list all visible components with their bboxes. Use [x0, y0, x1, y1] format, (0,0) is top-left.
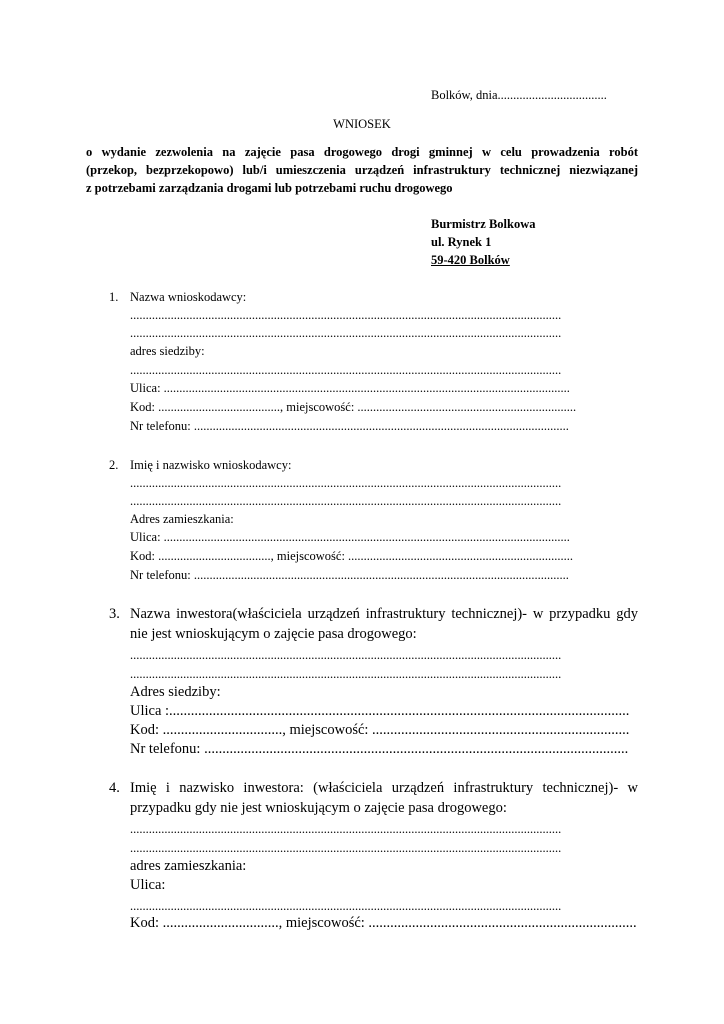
document-title: WNIOSEK — [333, 117, 391, 131]
section-2-address-label: Adres zamieszkania: — [130, 512, 234, 526]
section-1-phone[interactable]: Nr telefonu: ........................................................................................................................ — [130, 419, 569, 433]
section-3-heading-line-2: nie jest wnioskującym o zajęcie pasa drogowego: — [130, 626, 417, 642]
section-1-line-3[interactable]: .......................................................................................................................................... — [130, 363, 562, 377]
section-1-heading: Nazwa wnioskodawcy: — [130, 290, 247, 304]
section-3-line-1[interactable]: .......................................................................................................................................... — [130, 648, 562, 662]
section-3-street[interactable]: Ulica :............................................................................................................................... — [130, 703, 630, 719]
section-1-number: 1. — [109, 290, 119, 304]
section-3-postcode[interactable]: Kod: ................................., miejscowość: ....................................................................... — [130, 722, 630, 738]
section-1-street[interactable]: Ulica: .................................................................................................................................. — [130, 381, 570, 395]
section-3-heading-line-1: Nazwa inwestora(właściciela urządzeń infrastruktury technicznej)- w przypadku gdy — [130, 606, 638, 622]
section-4-postcode[interactable]: Kod: ................................, miejscowość: .......................................................................... — [130, 915, 637, 931]
subject-line-1: o wydanie zezwolenia na zajęcie pasa drogowego drogi gminnej w celu prowadzenia robót — [86, 145, 638, 159]
section-1-address-label: adres siedziby: — [130, 344, 205, 358]
place-and-date: Bolków, dnia................................... — [431, 88, 607, 102]
section-2-number: 2. — [109, 458, 119, 472]
section-2-postcode[interactable]: Kod: ...................................., miejscowość: ........................................................................ — [130, 549, 574, 563]
section-3-number: 3. — [109, 606, 120, 622]
section-1-line-1[interactable]: .......................................................................................................................................... — [130, 308, 562, 322]
section-2-heading: Imię i nazwisko wnioskodawcy: — [130, 458, 292, 472]
section-2-line-1[interactable]: .......................................................................................................................................... — [130, 476, 562, 490]
section-4-heading-line-1: Imię i nazwisko inwestora: (właściciela urządzeń infrastruktury technicznej)- w — [130, 780, 638, 796]
section-2-street[interactable]: Ulica: .................................................................................................................................. — [130, 530, 570, 544]
section-3-address-label: Adres siedziby: — [130, 684, 221, 700]
subject-line-3: z potrzebami zarządzania drogami lub potrzebami ruchu drogowego — [86, 181, 453, 195]
section-4-heading-line-2: przypadku gdy nie jest wnioskującym o zajęcie pasa drogowego: — [130, 800, 507, 816]
application-subject — [86, 143, 638, 197]
section-1-line-2[interactable]: .......................................................................................................................................... — [130, 326, 562, 340]
section-2-line-2[interactable]: .......................................................................................................................................... — [130, 494, 562, 508]
section-2-phone[interactable]: Nr telefonu: ........................................................................................................................ — [130, 568, 569, 582]
section-4-line-1[interactable]: .......................................................................................................................................... — [130, 822, 562, 836]
section-3-line-2[interactable]: .......................................................................................................................................... — [130, 667, 562, 681]
section-4-line-2[interactable]: .......................................................................................................................................... — [130, 841, 562, 855]
subject-line-2: (przekop, bezprzekopowo) lub/i umieszczenia urządzeń infrastruktury technicznej niezwiązanej — [86, 163, 638, 177]
section-1-postcode[interactable]: Kod: ......................................., miejscowość: ...................................................................... — [130, 400, 577, 414]
section-4-street[interactable]: Ulica: — [130, 877, 166, 893]
recipient-street: ul. Rynek 1 — [431, 235, 492, 249]
recipient-name: Burmistrz Bolkowa — [431, 217, 536, 231]
section-4-line-3[interactable]: .......................................................................................................................................... — [130, 899, 562, 913]
section-4-address-label: adres zamieszkania: — [130, 858, 247, 874]
recipient-city: 59-420 Bolków — [431, 253, 510, 267]
section-3-phone[interactable]: Nr telefonu: ..................................................................................................................... — [130, 741, 629, 757]
section-4-number: 4. — [109, 780, 120, 796]
